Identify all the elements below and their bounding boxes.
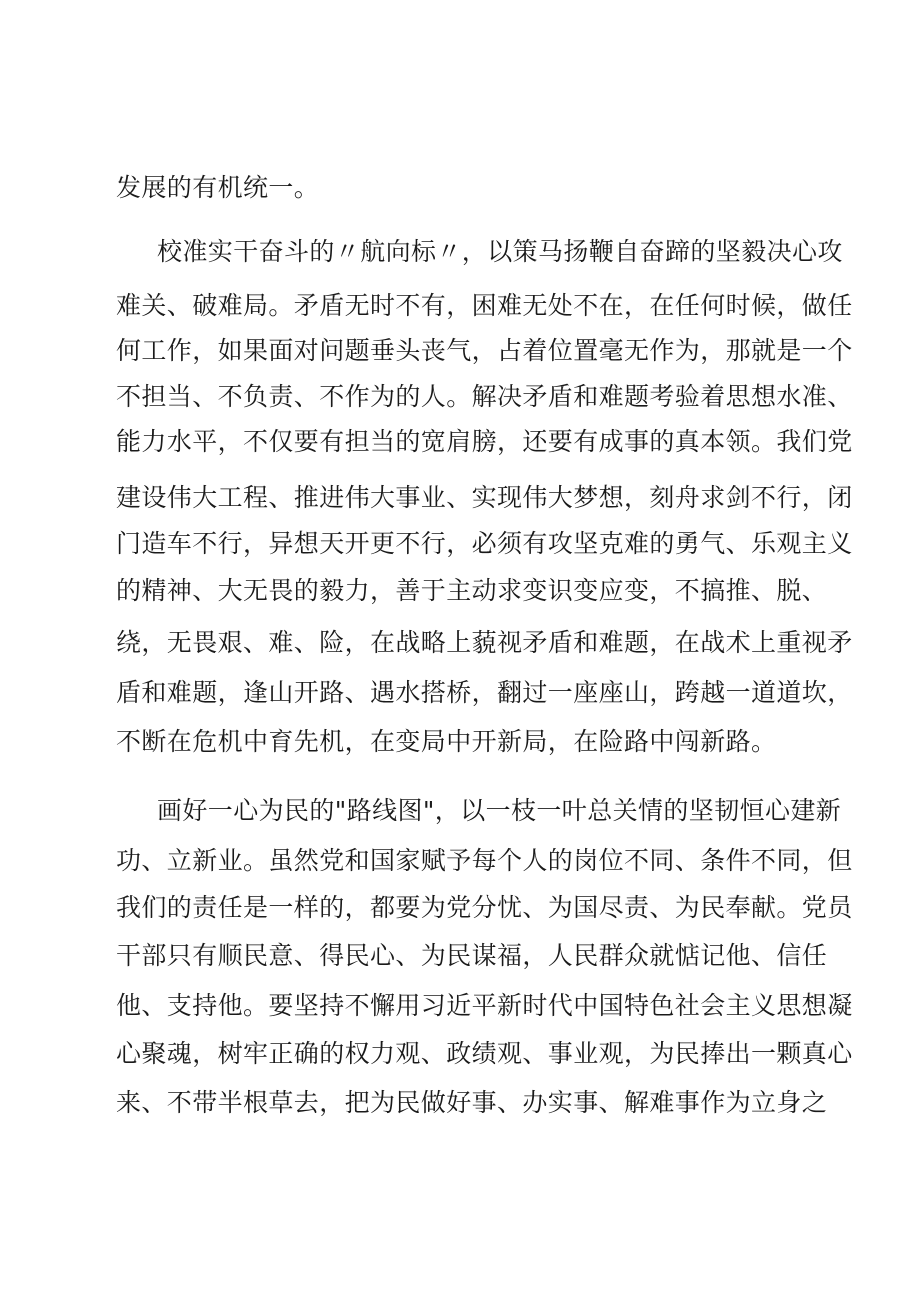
paragraph-1-line-1: 发展的有机统一。 <box>116 173 320 202</box>
paragraph-2-line-2: 难关、破难局。矛盾无时不有，困难无处不在，在任何时候，做任 <box>116 291 853 320</box>
paragraph-2-line-7: 门造车不行，异想天开更不行，必须有攻坚克难的勇气、乐观主义 <box>116 529 853 558</box>
paragraph-3-line-5: 他、支持他。要坚持不懈用习近平新时代中国特色社会主义思想凝 <box>116 991 853 1020</box>
paragraph-3-line-3: 我们的责任是一样的，都要为党分忧、为国尽责、为民奉献。党员 <box>116 893 853 922</box>
paragraph-2-line-3: 何工作，如果面对问题垂头丧气，占着位置毫无作为，那就是一个 <box>116 336 853 365</box>
paragraph-2-line-1: 校准实干奋斗的〃航向标〃，以策马扬鞭自奋蹄的坚毅决心攻 <box>157 237 843 266</box>
paragraph-2-line-5: 能力水平，不仅要有担当的宽肩膀，还要有成事的真本领。我们党 <box>116 427 853 456</box>
paragraph-2-line-9: 绕，无畏艰、难、险，在战略上藐视矛盾和难题，在战术上重视矛 <box>116 628 853 657</box>
paragraph-2-line-4: 不担当、不负责、不作为的人。解决矛盾和难题考验着思想水准、 <box>116 382 853 411</box>
paragraph-3-line-1: 画好一心为民的"路线图"，以一枝一叶总关情的坚韧恒心建新 <box>157 796 842 825</box>
paragraph-3-line-7: 来、不带半根草去，把为民做好事、办实事、解难事作为立身之 <box>116 1088 828 1117</box>
paragraph-2-line-11: 不断在危机中育先机，在变局中开新局，在险路中闯新路。 <box>116 727 777 756</box>
paragraph-3-line-4: 干部只有顺民意、得民心、为民谋福，人民群众就惦记他、信任 <box>116 941 828 970</box>
paragraph-2-line-6: 建设伟大工程、推进伟大事业、实现伟大梦想，刻舟求剑不行，闭 <box>116 483 853 512</box>
paragraph-3-line-6: 心聚魂，树牢正确的权力观、政绩观、事业观，为民捧出一颗真心 <box>116 1039 853 1068</box>
paragraph-2-line-10: 盾和难题，逢山开路、遇水搭桥，翻过一座座山，跨越一道道坎， <box>116 678 853 707</box>
paragraph-3-line-2: 功、立新业。虽然党和国家赋予每个人的岗位不同、条件不同，但 <box>116 846 853 875</box>
paragraph-2-line-8: 的精神、大无畏的毅力，善于主动求变识变应变，不搞推、脱、 <box>116 576 828 605</box>
